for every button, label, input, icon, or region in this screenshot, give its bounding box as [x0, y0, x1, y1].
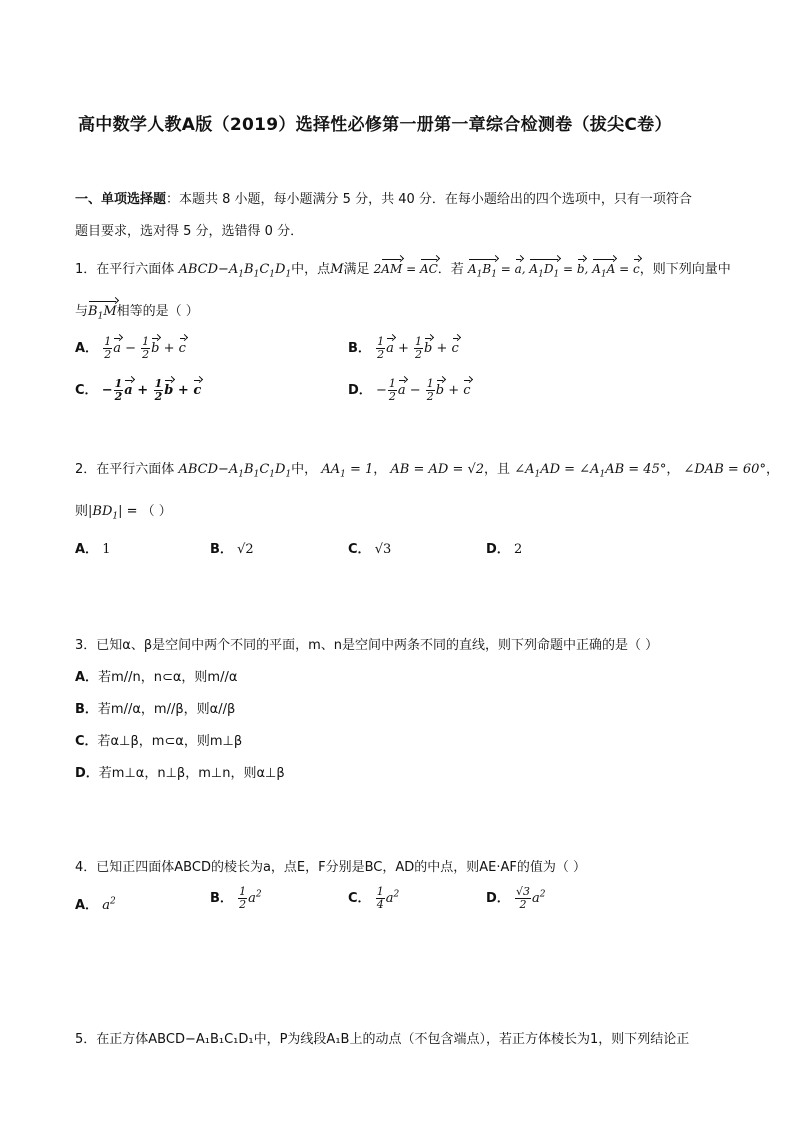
question-2-line2: 则$|BD_1|$ = （ ）: [75, 504, 172, 522]
option-4b[interactable]: B． $\frac{1}{2}$ $a^2$: [210, 885, 262, 911]
option-2b[interactable]: B． √2: [210, 542, 254, 557]
vector-condition: 2AM = AC: [373, 262, 438, 276]
option-2a[interactable]: A． 1: [75, 542, 111, 557]
question-2-stem: 2．在平行六面体 $ABCD-A_1B_1C_1D_1$中， $AA_1 = 1$， AB = AD = √2，且 $\angle A_1AD$ = $\angle A_1AB = 45^\circ$， ∠DAB = 60°，: [75, 462, 779, 480]
option-1d[interactable]: D． − $\frac{1}{2}$ a − $\frac{1}{2}$ b + c: [348, 377, 471, 403]
option-4c[interactable]: C． $\frac{1}{4}$ $a^2$: [348, 885, 400, 911]
option-3d[interactable]: D．若m⊥α，n⊥β，m⊥n，则α⊥β: [75, 766, 285, 781]
question-4-stem: 4．已知正四面体ABCD的棱长为a，点E，F分别是BC，AD的中点，则AE·AF的值为（ ）: [75, 860, 587, 875]
vector-givens: $A_1B_1 = a$, $A_1D_1 = b$, $A_1A = c$: [467, 262, 640, 280]
option-3b[interactable]: B．若m//α，m//β，则α//β: [75, 702, 236, 717]
question-number: 1．: [75, 262, 97, 277]
page-title: 高中数学人教A版（2019）选择性必修第一册第一章综合检测卷（拔尖C卷）: [78, 115, 672, 135]
section-heading-line2: 题目要求，选对得 5 分，选错得 0 分．: [75, 224, 304, 239]
question-5-stem: 5．在正方体ABCD−A₁B₁C₁D₁中，P为线段A₁B上的动点（不包含端点），若正方体棱长为1，则下列结论正: [75, 1032, 690, 1047]
option-3a[interactable]: A．若m//n，n⊂α，则m//α: [75, 670, 238, 685]
section-heading-text: ：本题共 8 小题，每小题满分 5 分，共 40 分．在每小题给出的四个选项中，只有一项符合: [166, 192, 692, 207]
section-heading: [75, 188, 692, 207]
option-1b[interactable]: B． $\frac{1}{2}$ a + $\frac{1}{2}$ b + c: [348, 335, 459, 361]
option-2c[interactable]: C． √3: [348, 542, 392, 557]
option-4a[interactable]: A． $a^2$: [75, 896, 116, 913]
option-1c[interactable]: C． − $\frac{1}{2}$ a + $\frac{1}{2}$ b + c: [75, 377, 202, 403]
option-1a[interactable]: A． $\frac{1}{2}$ a − $\frac{1}{2}$ b + c: [75, 335, 186, 361]
section-heading-label: 一、单项选择题: [75, 192, 167, 207]
question-1-line2: 与$B_1M$相等的是（ ）: [75, 304, 199, 322]
question-3-stem: 3．已知α、β是空间中两个不同的平面，m、n是空间中两条不同的直线，则下列命题中正确的是（ ）: [75, 638, 659, 653]
option-4d[interactable]: D． $\frac{√3}{2}$ $a^2$: [486, 885, 546, 911]
option-2d[interactable]: D． 2: [486, 542, 523, 557]
question-1-stem: 1．在平行六面体 $ABCD-A_1B_1C_1D_1$中，点M满足 2AM = AC．若 $A_1B_1 = a$, $A_1D_1 = b$, $A_1A = c$，则下列向量中: [75, 262, 731, 280]
option-3c[interactable]: C．若α⊥β，m⊂α，则m⊥β: [75, 734, 243, 749]
